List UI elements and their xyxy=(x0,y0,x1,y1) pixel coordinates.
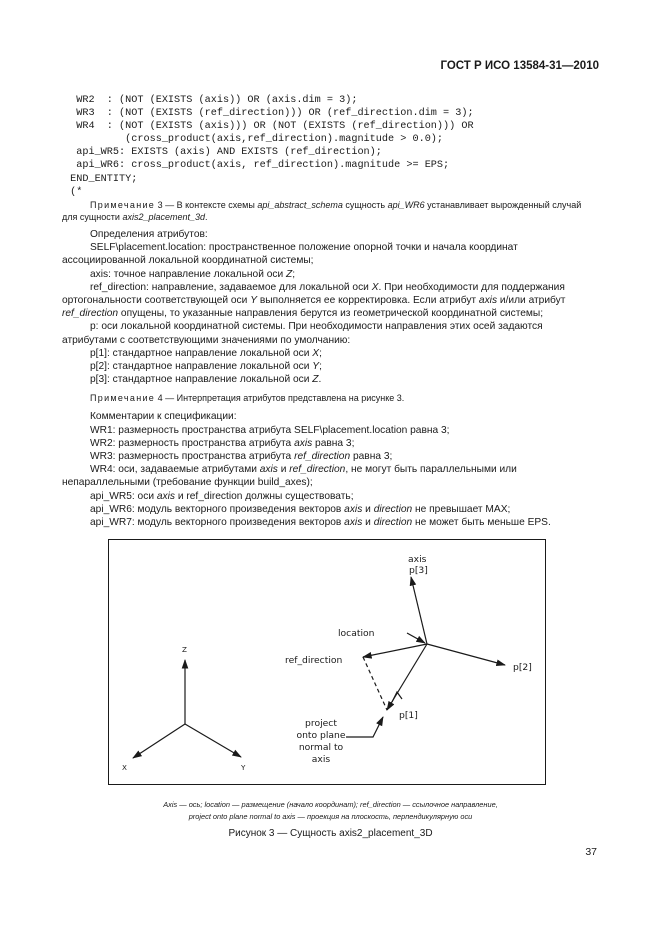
code-line: api_WR6: cross_product(axis, ref_direction).magnitude >= EPS; xyxy=(64,160,450,172)
code-line: END_ENTITY; xyxy=(64,173,138,185)
attribute-name: direction xyxy=(373,517,413,529)
note-text: устанавливает вырожденный случай для сущности xyxy=(62,200,582,222)
attribute-name: direction xyxy=(373,503,413,515)
attr-axis xyxy=(62,268,599,281)
attr-text: axis: точное направление локальной оси xyxy=(90,268,284,280)
punctuation: ; xyxy=(319,361,322,373)
attr-text: p[3]: стандартное направление локальной оси xyxy=(90,374,310,386)
rule-name: api_WR6 xyxy=(387,200,425,210)
standard-header: ГОСТ Р ИСО 13584-31—2010 xyxy=(440,60,599,72)
axis-variable: Z xyxy=(312,374,319,386)
axis-variable: Z xyxy=(286,268,293,280)
comment-text: api_WR7: модуль векторного произведения векторов xyxy=(90,517,342,529)
comment-wr6 xyxy=(62,503,599,516)
label-project-line: project xyxy=(305,718,337,729)
comment-wr2 xyxy=(62,437,599,450)
axis-variable: Y xyxy=(312,361,320,373)
comment-text: не превышает MAX; xyxy=(415,503,511,515)
comment-wr3 xyxy=(62,450,599,463)
note-3 xyxy=(62,199,599,223)
axis-variable: X xyxy=(371,281,379,293)
note-text: — В контексте схемы xyxy=(165,200,255,210)
comment-wr1: WR1: размерность пространства атрибута SELF\placement.location равна 3; xyxy=(90,424,450,436)
attr-text: . При необходимости для поддержания ортогональности соответствующей оси xyxy=(62,281,565,307)
comment-wr5 xyxy=(62,490,599,503)
code-line: api_WR5: EXISTS (axis) AND EXISTS (ref_direction); xyxy=(64,147,382,159)
figure-title: Рисунок 3 — Сущность axis2_placement_3D xyxy=(228,828,433,839)
ref-direction-vector xyxy=(363,644,427,657)
attr-p3 xyxy=(62,373,599,386)
attr-p1 xyxy=(62,347,599,360)
attribute-name: axis xyxy=(344,517,363,529)
attributes-title: Определения атрибутов: xyxy=(90,229,208,240)
attr-text: выполняется ее корректировка. Если атрибут xyxy=(259,295,477,307)
punctuation: ; xyxy=(292,268,296,280)
punctuation: . xyxy=(205,212,208,222)
comment-text: api_WR6: модуль векторного произведения векторов xyxy=(90,503,342,515)
label-p2: p[2] xyxy=(513,662,532,673)
label-x: X xyxy=(122,763,127,772)
label-location: location xyxy=(338,628,375,639)
note-number: 3 xyxy=(157,200,163,210)
note-label: Примечание xyxy=(90,393,156,404)
comment-text: и ref_direction должны существовать; xyxy=(177,490,354,502)
attribute-name: axis xyxy=(259,464,278,476)
attr-text: и/или атрибут xyxy=(499,295,566,307)
attr-placement: SELF\placement.location: пространственное положение опорной точки и начала координат ассоциированной локальной координатной системы; xyxy=(62,242,518,267)
comment-wr7 xyxy=(62,516,599,529)
code-line: (cross_product(axis,ref_direction).magnitude > 0.0); xyxy=(64,134,444,146)
label-project-line: onto plane xyxy=(296,730,346,741)
location-leader xyxy=(407,633,425,643)
axis-variable: Y xyxy=(250,295,257,307)
x-axis xyxy=(133,724,185,758)
code-line: WR2 : (NOT (EXISTS (axis)) OR (axis.dim = 3); xyxy=(64,95,358,106)
legend-line: Axis — ось; location — размещение (начало координат); ref_direction — ссылочное направление, xyxy=(163,800,498,809)
p2-vector xyxy=(427,644,505,665)
comment-text: равна 3; xyxy=(352,451,393,463)
projection-dashed-line xyxy=(363,657,387,710)
figure-frame xyxy=(108,539,546,785)
attribute-name: axis xyxy=(156,490,175,502)
label-project-line: axis xyxy=(311,754,331,765)
axis-placement-diagram xyxy=(109,540,547,786)
label-project-line: normal to xyxy=(298,742,344,753)
label-p1: p[1] xyxy=(399,710,418,721)
express-code-block xyxy=(64,94,474,199)
note-text: — Интерпретация атрибутов представлена на рисунке 3. xyxy=(165,393,405,404)
comment-text: api_WR5: оси xyxy=(90,490,155,502)
code-line: (* xyxy=(64,186,83,198)
label-ref-direction: ref_direction xyxy=(285,655,343,666)
note-4 xyxy=(62,392,599,404)
attr-text: p[1]: стандартное направление локальной оси xyxy=(90,347,310,359)
attribute-name: axis xyxy=(478,295,498,307)
note-number: 4 xyxy=(157,393,163,404)
comment-wr4 xyxy=(62,463,599,489)
attribute-name: axis xyxy=(294,437,313,449)
attr-p: p: оси локальной координатной системы. При необходимости направления этих осей задаются атрибутами с соответствующими значениями по умолчанию: xyxy=(62,321,543,346)
attribute-name: ref_direction xyxy=(294,451,351,463)
figure-legend xyxy=(100,799,561,822)
attribute-name: ref_direction xyxy=(62,308,119,320)
comment-text: и xyxy=(365,517,371,529)
attribute-name: ref_direction xyxy=(289,464,346,476)
attribute-definitions xyxy=(62,228,599,529)
note-label: Примечание xyxy=(90,200,156,210)
schema-name: api_abstract_schema xyxy=(257,200,343,210)
comment-text: не может быть меньше EPS. xyxy=(415,517,551,529)
punctuation: . xyxy=(318,374,322,386)
code-line: WR4 : (NOT (EXISTS (axis))) OR (NOT (EXISTS (ref_direction))) OR xyxy=(64,121,474,133)
attr-p2 xyxy=(62,360,599,373)
comment-text: равна 3; xyxy=(315,437,355,449)
page-number: 37 xyxy=(585,846,597,858)
attr-ref-direction xyxy=(62,281,599,321)
label-z: Z xyxy=(182,645,187,654)
axis-variable: X xyxy=(312,347,320,359)
attribute-name: axis xyxy=(344,503,363,515)
axis-p3-vector xyxy=(411,577,427,644)
y-axis xyxy=(185,724,241,757)
attr-text: ref_direction: направление, задаваемое для локальной оси xyxy=(90,281,369,293)
punctuation: ; xyxy=(319,347,322,359)
attr-text: p[2]: стандартное направление локальной оси xyxy=(90,361,310,373)
comment-text: WR2: размерность пространства атрибута xyxy=(90,437,292,449)
label-axis: axis xyxy=(408,554,427,565)
comments-title: Комментарии к спецификации: xyxy=(90,411,237,423)
comment-text: и xyxy=(280,464,287,476)
code-line: WR3 : (NOT (EXISTS (ref_direction))) OR (ref_direction.dim = 3); xyxy=(64,108,474,120)
attr-text: опущены, то указанные направления берутся из геометрической координатной системы; xyxy=(120,308,544,320)
note-text: сущность xyxy=(345,200,386,210)
entity-name: axis2_placement_3d xyxy=(122,212,205,222)
comment-text: и xyxy=(365,503,371,515)
legend-line: project onto plane normal to axis — проекция на плоскость, перпендикулярную оси xyxy=(188,811,473,821)
project-leader xyxy=(346,717,383,737)
comment-text: WR3: размерность пространства атрибута xyxy=(90,451,292,463)
comment-text: , не могут быть параллельными или непараллельными (требование функции build_axes); xyxy=(62,464,517,489)
label-p3: p[3] xyxy=(409,565,428,576)
label-y: Y xyxy=(241,763,246,772)
comment-text: WR4: оси, задаваемые атрибутами xyxy=(90,464,257,476)
